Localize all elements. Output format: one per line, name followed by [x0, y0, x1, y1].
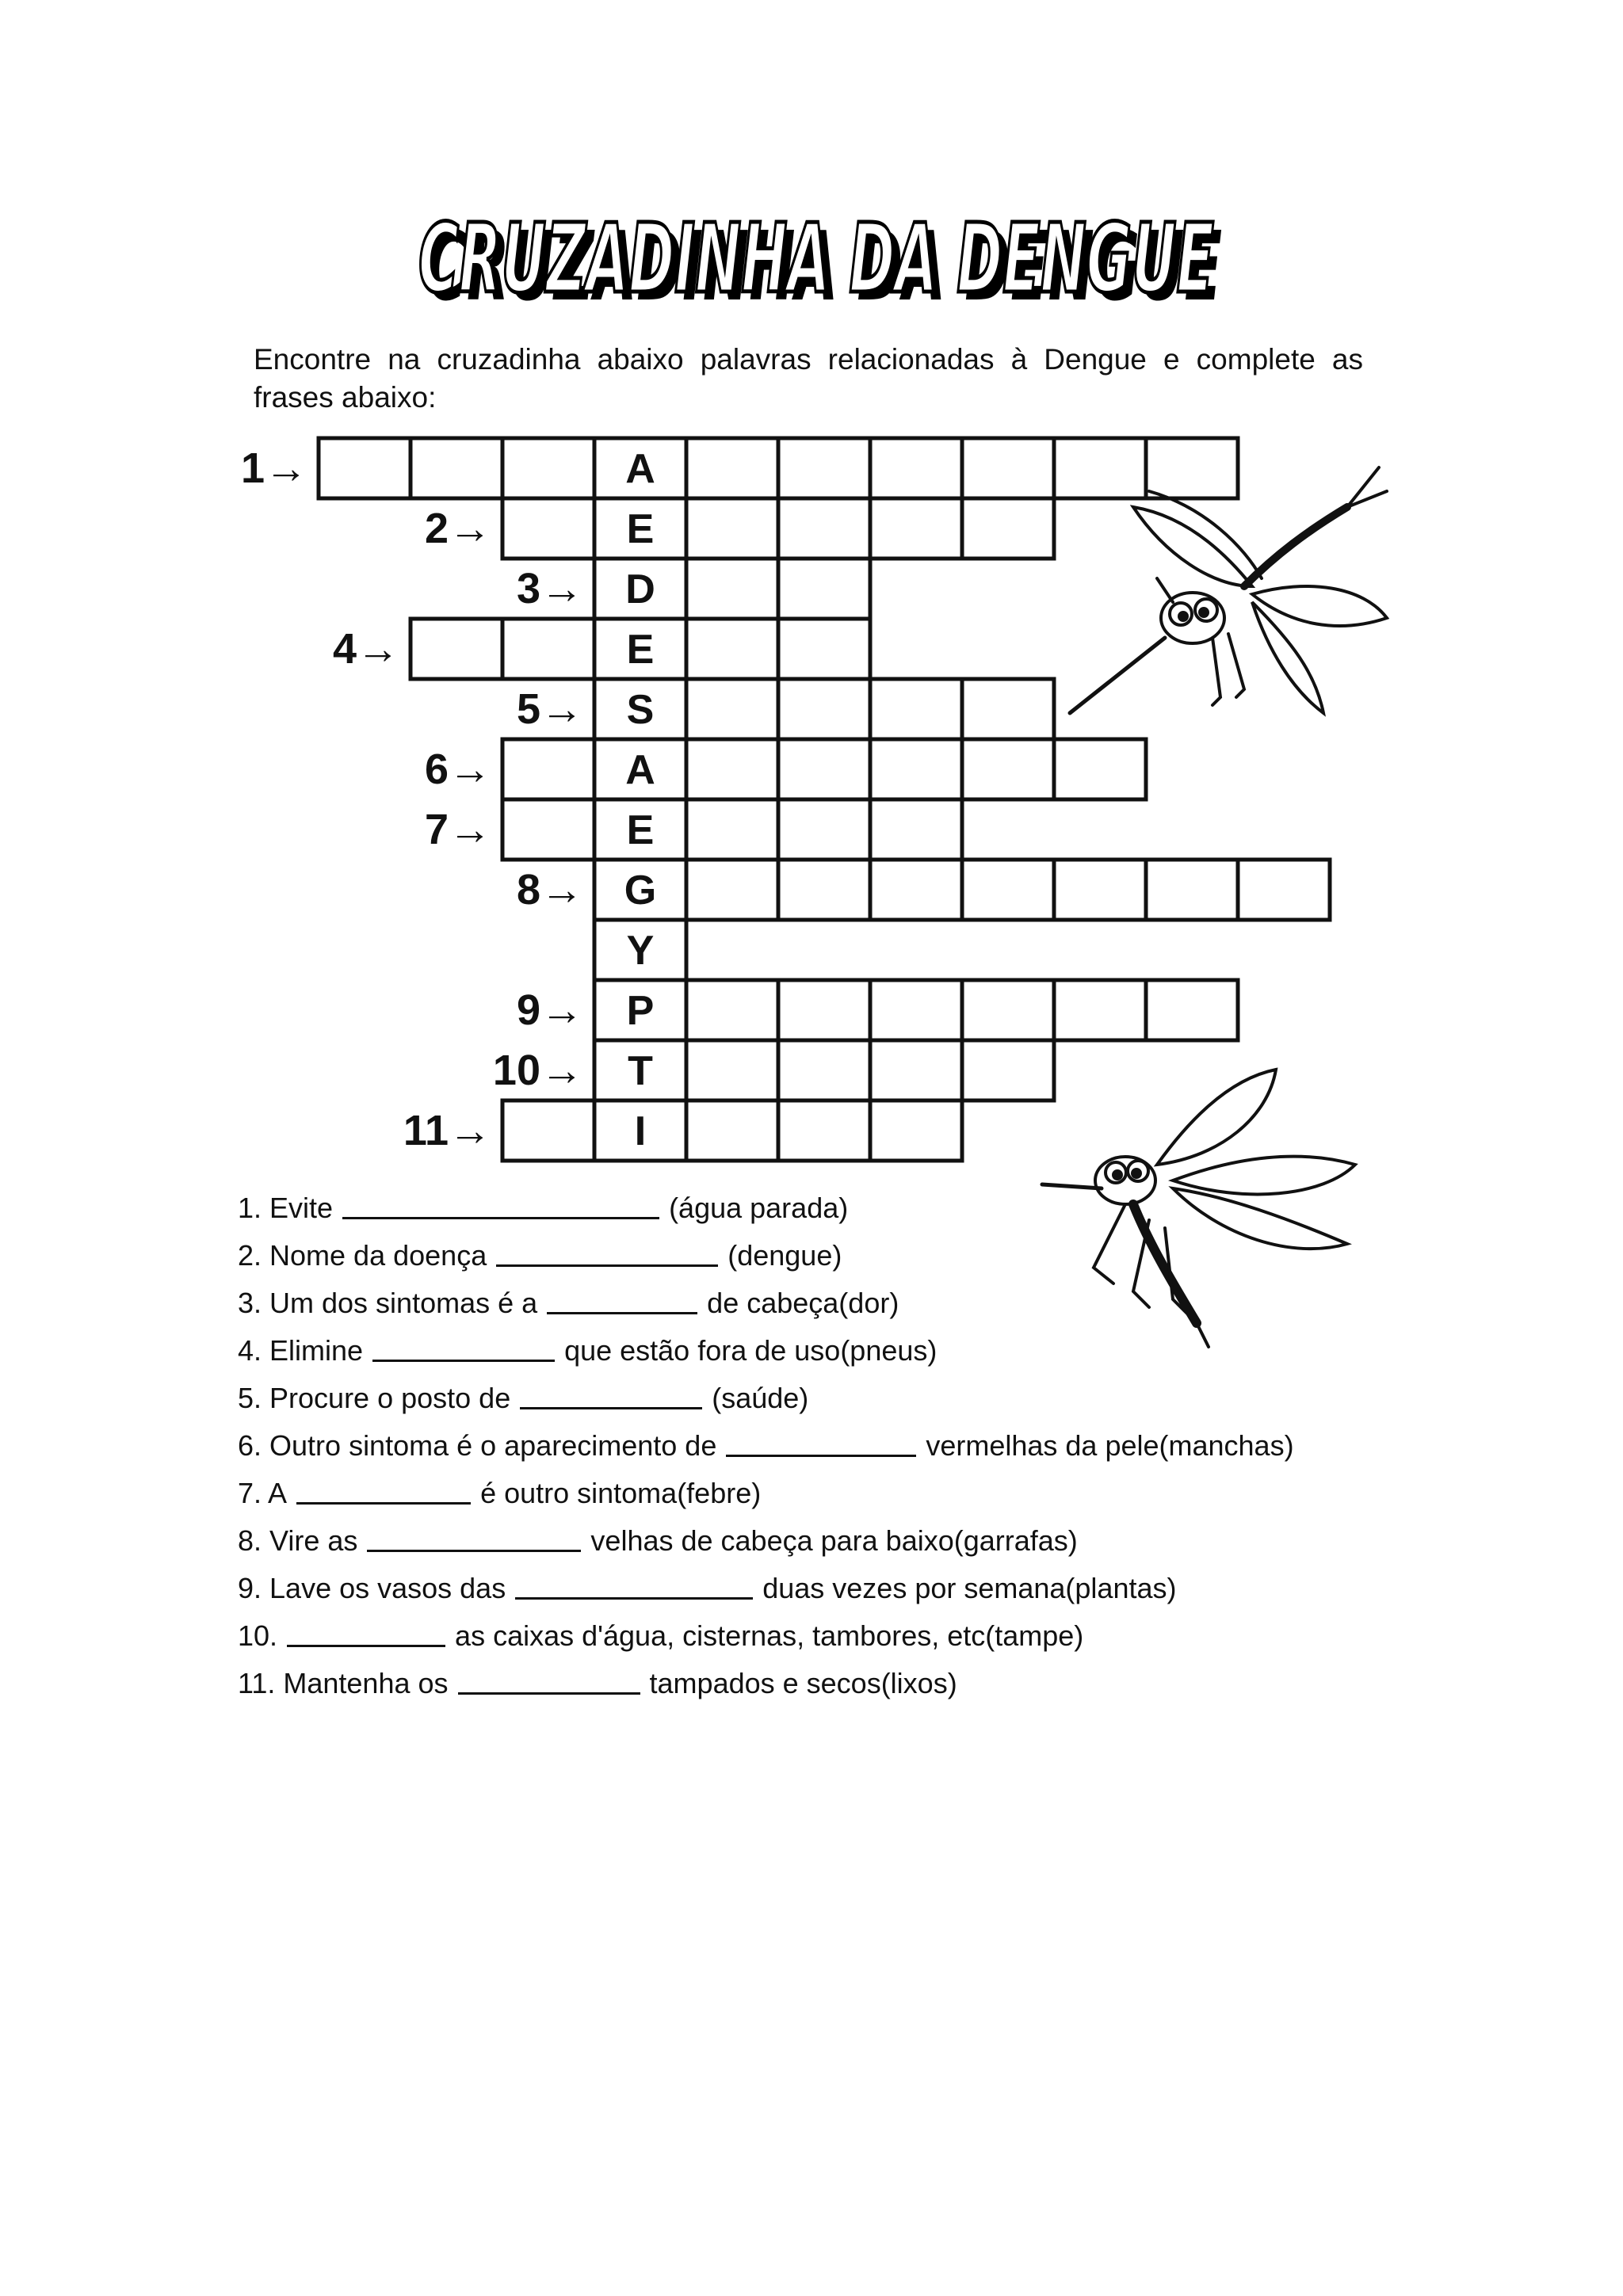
key-letter-cell [594, 1100, 686, 1161]
crossword-cell[interactable] [778, 739, 870, 799]
mosquito-icon [1038, 1062, 1371, 1363]
svg-text:CRUZADINHA DA DENGUE: CRUZADINHA DA DENGUE [418, 204, 1214, 315]
answer-blank[interactable] [496, 1236, 718, 1267]
crossword-cell[interactable] [870, 980, 962, 1040]
key-letter: D [625, 566, 655, 612]
crossword-cell[interactable] [502, 799, 594, 860]
clue-9 [238, 1569, 1176, 1608]
crossword-cell[interactable] [1054, 860, 1146, 920]
crossword-cell[interactable] [778, 438, 870, 498]
clue-hint: (água parada) [669, 1192, 849, 1224]
clue-text: 8. Vire as [238, 1524, 358, 1557]
key-letter: I [634, 1108, 647, 1154]
crossword-cell[interactable] [778, 679, 870, 739]
row-number: 10→ [492, 1047, 583, 1094]
clue-hint: tampados e secos(lixos) [649, 1667, 957, 1699]
row-number: 3→ [516, 565, 583, 612]
crossword-cell[interactable] [778, 799, 870, 860]
crossword-cell[interactable] [686, 1100, 778, 1161]
row-number: 1→ [240, 444, 307, 492]
clue-text: 2. Nome da doença [238, 1239, 487, 1272]
crossword-cell[interactable] [962, 438, 1054, 498]
clue-2 [238, 1236, 842, 1276]
key-letter: E [626, 627, 655, 673]
clue-text: 6. Outro sintoma é o aparecimento de [238, 1429, 717, 1462]
crossword-cell[interactable] [686, 679, 778, 739]
clue-text: 7. A [238, 1477, 288, 1509]
crossword-cell[interactable] [870, 739, 962, 799]
crossword-cell[interactable] [1054, 980, 1146, 1040]
crossword-cell[interactable] [502, 498, 594, 559]
answer-blank[interactable] [515, 1569, 753, 1600]
row-number: 4→ [332, 625, 399, 673]
clue-text: 11. Mantenha os [238, 1667, 449, 1699]
clue-text: 1. Evite [238, 1192, 334, 1224]
crossword-cell[interactable] [778, 619, 870, 679]
crossword-cell[interactable] [962, 980, 1054, 1040]
clue-text: 5. Procure o posto de [238, 1382, 511, 1414]
key-letter: A [625, 747, 655, 793]
key-letter-cell [594, 799, 686, 860]
clue-hint: de cabeça(dor) [707, 1287, 899, 1319]
crossword-cell[interactable] [870, 1040, 962, 1100]
crossword-cell[interactable] [870, 1100, 962, 1161]
key-letter-cell [594, 860, 686, 920]
crossword-cell[interactable] [1146, 860, 1238, 920]
crossword-cell[interactable] [778, 498, 870, 559]
key-letter-cell [594, 920, 686, 980]
crossword-cell[interactable] [1054, 739, 1146, 799]
key-letter-cell [594, 498, 686, 559]
clue-10 [238, 1616, 1083, 1656]
crossword-cell[interactable] [502, 619, 594, 679]
crossword-cell[interactable] [319, 438, 411, 498]
answer-blank[interactable] [367, 1521, 581, 1552]
crossword-cell[interactable] [502, 739, 594, 799]
mosquito-icon [1054, 460, 1403, 729]
clue-6 [238, 1426, 1294, 1466]
row-number: 11→ [403, 1107, 491, 1154]
row-number: 8→ [516, 866, 583, 913]
page-title [412, 198, 1236, 325]
crossword-cell[interactable] [411, 438, 502, 498]
key-letter: Y [626, 928, 655, 974]
clue-hint: duas vezes por semana(plantas) [762, 1572, 1177, 1604]
clue-hint: vermelhas da pele(manchas) [926, 1429, 1294, 1462]
key-letter: T [628, 1048, 653, 1094]
crossword-cell[interactable] [962, 739, 1054, 799]
crossword-cell[interactable] [870, 438, 962, 498]
crossword-cell[interactable] [686, 980, 778, 1040]
crossword-cell[interactable] [870, 799, 962, 860]
key-letter-cell [594, 679, 686, 739]
crossword-cell[interactable] [686, 739, 778, 799]
clue-text: 3. Um dos sintomas é a [238, 1287, 538, 1319]
clue-3 [238, 1283, 899, 1323]
crossword-cell[interactable] [686, 1040, 778, 1100]
clue-text: 9. Lave os vasos das [238, 1572, 506, 1604]
crossword-cell[interactable] [686, 498, 778, 559]
answer-blank[interactable] [372, 1331, 555, 1362]
key-letter-cell [594, 739, 686, 799]
crossword-cell[interactable] [686, 860, 778, 920]
clue-hint: que estão fora de uso(pneus) [564, 1334, 938, 1367]
crossword-cell[interactable] [686, 438, 778, 498]
crossword-cell[interactable] [962, 498, 1054, 559]
crossword-cell[interactable] [778, 1040, 870, 1100]
answer-blank[interactable] [726, 1426, 916, 1457]
key-letter-cell [594, 559, 686, 619]
key-letter-cell [594, 619, 686, 679]
key-letter: A [625, 446, 655, 492]
key-letter-cell [594, 1040, 686, 1100]
clue-4 [238, 1331, 937, 1371]
answer-blank[interactable] [520, 1379, 702, 1409]
answer-blank[interactable] [547, 1283, 697, 1314]
crossword-cell[interactable] [962, 860, 1054, 920]
row-number: 2→ [424, 505, 491, 552]
answer-blank[interactable] [342, 1188, 659, 1219]
clue-5 [238, 1379, 808, 1418]
row-number: 5→ [516, 685, 583, 733]
crossword-cell[interactable] [411, 619, 502, 679]
crossword-cell[interactable] [1146, 980, 1238, 1040]
crossword-cell[interactable] [778, 860, 870, 920]
clue-hint: velhas de cabeça para baixo(garrafas) [590, 1524, 1078, 1557]
crossword-cell[interactable] [778, 980, 870, 1040]
key-letter: S [626, 687, 655, 733]
instructions-text: Encontre na cruzadinha abaixo palavras relacionadas à Dengue e complete as frases abaixo: [254, 343, 1363, 414]
clue-text: 10. [238, 1619, 278, 1652]
clue-hint: (dengue) [727, 1239, 842, 1272]
crossword-cell[interactable] [870, 679, 962, 739]
clue-hint: é outro sintoma(febre) [480, 1477, 762, 1509]
crossword-cell[interactable] [962, 679, 1054, 739]
answer-blank[interactable] [296, 1474, 471, 1505]
clue-text: 4. Elimine [238, 1334, 364, 1367]
row-number: 6→ [424, 746, 491, 793]
clue-8 [238, 1521, 1078, 1561]
answer-blank[interactable] [287, 1616, 445, 1647]
clue-1 [238, 1188, 848, 1228]
crossword-cell[interactable] [778, 1100, 870, 1161]
crossword-cell[interactable] [502, 1100, 594, 1161]
crossword-cell[interactable] [1238, 860, 1330, 920]
crossword-cell[interactable] [502, 438, 594, 498]
crossword-cell[interactable] [686, 799, 778, 860]
key-letter-cell [594, 438, 686, 498]
clue-7 [238, 1474, 761, 1513]
crossword-cell[interactable] [686, 619, 778, 679]
crossword-cell[interactable] [870, 498, 962, 559]
key-letter: E [626, 807, 655, 853]
answer-blank[interactable] [458, 1664, 640, 1695]
clue-11 [238, 1664, 957, 1703]
key-letter: P [626, 988, 655, 1034]
key-letter: G [624, 868, 657, 913]
key-letter: E [626, 506, 655, 552]
svg-text:CRUZADINHA DA DENGUE: CRUZADINHA DA DENGUE [426, 212, 1222, 322]
crossword-cell[interactable] [686, 559, 778, 619]
crossword-cell[interactable] [778, 559, 870, 619]
crossword-cell[interactable] [870, 860, 962, 920]
row-number: 9→ [516, 986, 583, 1034]
clue-hint: (saúde) [712, 1382, 809, 1414]
row-number: 7→ [424, 806, 491, 853]
key-letter-cell [594, 980, 686, 1040]
clue-hint: as caixas d'água, cisternas, tambores, etc(tampe) [455, 1619, 1084, 1652]
